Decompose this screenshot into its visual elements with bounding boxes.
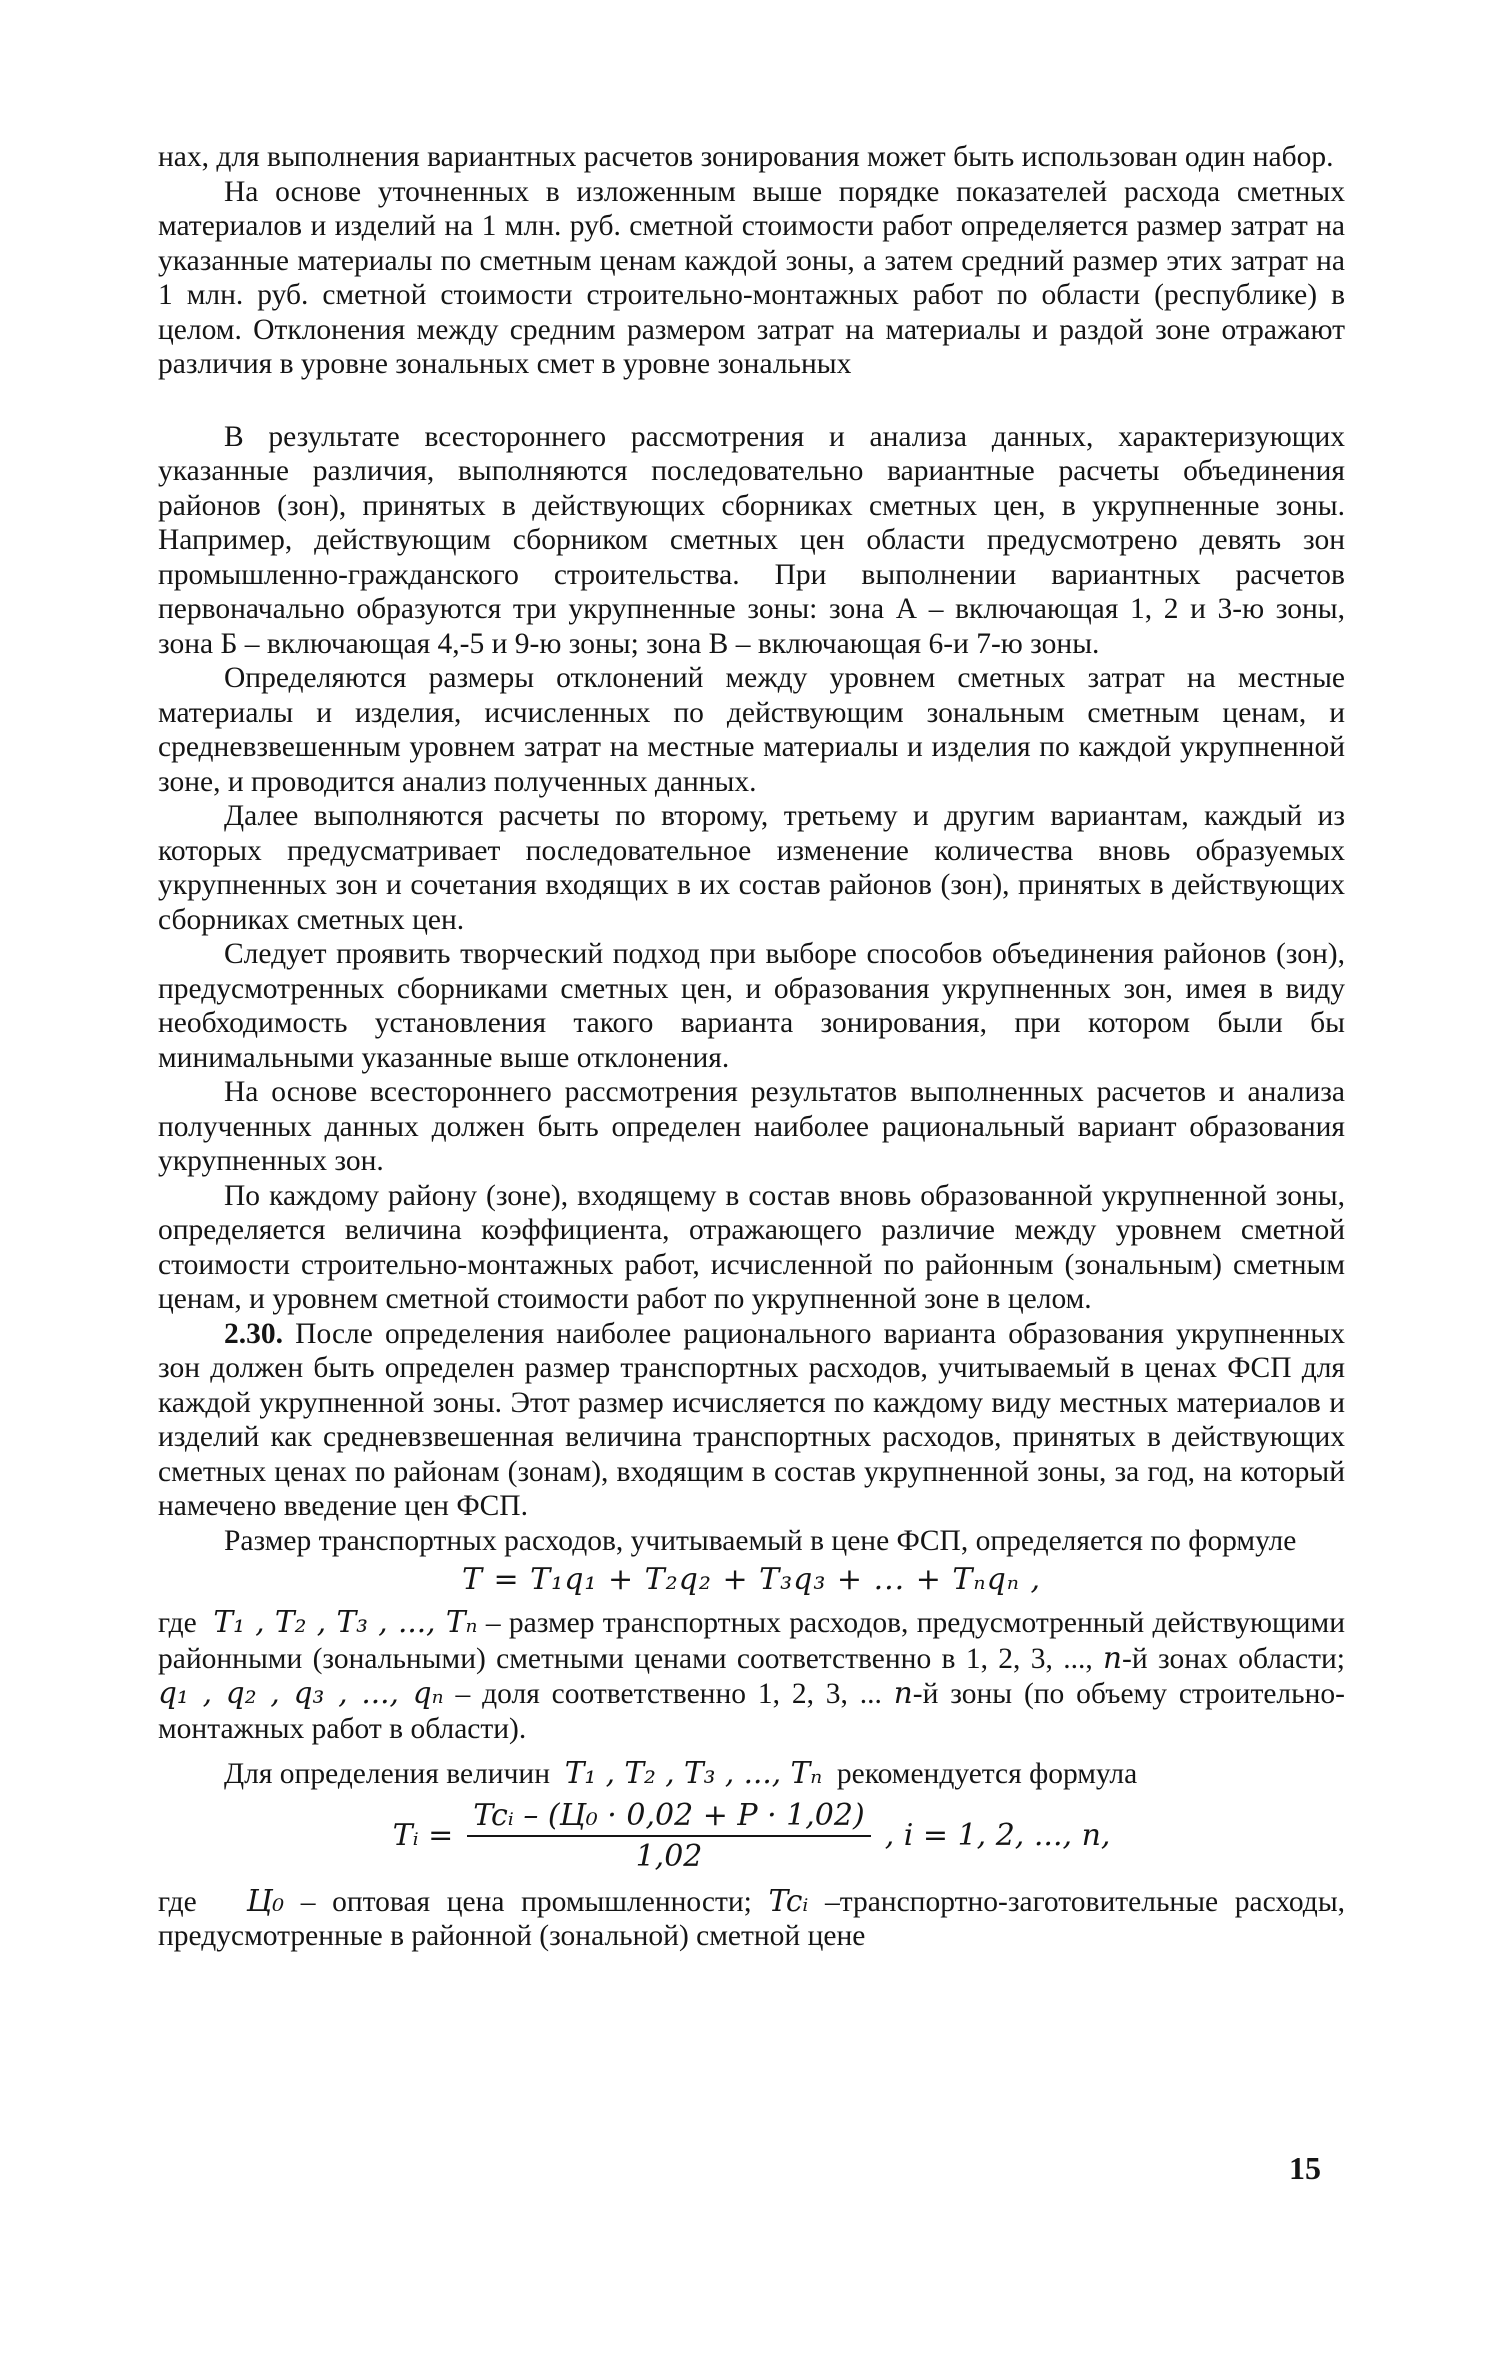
where1-text4: -й зоны (по объему строительно-монтажных работ в области). — [158, 1678, 1345, 1745]
where1-text2: -й зонах области; — [1122, 1642, 1346, 1675]
symbols-q: q₁ , q₂ , q₃ , ..., qₙ — [158, 1676, 444, 1710]
symbols-t: T₁ , T₂ , T₃ , ..., Tₙ — [213, 1605, 478, 1639]
formula-ti-denominator: 1,02 — [635, 1838, 703, 1874]
formula-ti — [158, 1798, 1345, 1874]
formula2-symbols: T₁ , T₂ , T₃ , ..., Tₙ — [564, 1756, 823, 1790]
paragraph-5: Следует проявить творческий подход при выборе способов объединения районов (зон), предусмотренных сборниками сметных цен, и образования укрупненных зон, имея в виду необходимость установления такого варианта зонирования, при котором были бы минимальными указанные выше отклонения. — [158, 938, 1345, 1074]
formula-ti-numerator: Tcᵢ – (Ц₀ · 0,02 + P · 1,02) — [467, 1798, 870, 1837]
symbol-n: n — [1103, 1640, 1123, 1675]
formula-intro: Размер транспортных расходов, учитываемый в цене ФСП, определяется по формуле — [224, 1524, 1297, 1557]
paragraph-2: В результате всестороннего рассмотрения и анализа данных, характеризующих указанные различия, выполняются последовательно вариантные расчеты объединения районов (зон), принятых в действующих сборниках сметных цен, в укрупненные зоны. Например, действующим сборником сметных цен области предусмотрено девять зон промышленно-гражданского строительства. При выполнении вариантных расчетов первоначально образуются три укрупненные зоны: зона А – включающая 1, 2 и 3-ю зоны, зона Б – включающая 4,-5 и 9-ю зоны; зона В – включающая 6-и 7-ю зоны. — [158, 420, 1345, 660]
formula-ti-lhs: Tᵢ = — [392, 1818, 454, 1853]
where2-text2: –транспортно-заготовительные расходы, предусмотренные в районной (зональной) сметной цене — [158, 1885, 1346, 1952]
symbol-tci: Tcᵢ — [768, 1883, 809, 1918]
formula2-explanation — [158, 1884, 1345, 1954]
symbol-c0: Ц₀ — [246, 1883, 285, 1918]
formula1-explanation — [158, 1605, 1345, 1746]
paragraph-4: Далее выполняются расчеты по второму, третьему и другим вариантам, каждый из которых предусматривает последовательное изменение количества вновь образуемых укрупненных зон и сочетания входящих в их состав районов (зон), принятых в действующих сборниках сметных цен. — [158, 800, 1345, 936]
where2-text1: – оптовая цена промышленности; — [284, 1885, 769, 1918]
formula2-intro — [158, 1756, 1345, 1792]
section-2-30 — [158, 1317, 1345, 1524]
formula2-intro-tail: рекомендуется формула — [836, 1758, 1138, 1790]
paragraph-7: По каждому району (зоне), входящему в состав вновь образованной укрупненной зоны, определяется величина коэффициента, отражающего различие между уровнем сметной стоимости строительно-монтажных работ, исчисленной по районным (зональным) сметным ценам, и уровнем сметной стоимости работ по укрупненной зоне в целом. — [158, 1179, 1345, 1315]
symbol-n-2: n — [893, 1676, 913, 1710]
paragraph-6: На основе всестороннего рассмотрения результатов выполненных расчетов и анализа полученных данных должен быть определен наиболее рациональный вариант образования укрупненных зон. — [158, 1076, 1345, 1177]
section-text: После определения наиболее рационального варианта образования укрупненных зон должен быть определен размер транспортных расходов, учитываемый в ценах ФСП для каждой укрупненной зоны. Этот размер исчисляется по каждому виду местных материалов и изделий как средневзвешенная величина транспортных расходов, принятых в действующих сметных ценах по районам (зонам), входящим в состав укрупненной зоны, за год, на который намечено введение цен ФСП. — [158, 1317, 1346, 1522]
page-body — [158, 140, 1345, 1954]
where1-text1: – размер транспортных расходов, предусмотренный действующими районными (зональными) сметными ценами соответственно в 1, 2, 3, ..., — [158, 1607, 1345, 1675]
where1-text3: – доля соответственно 1, 2, 3, ... — [443, 1678, 894, 1710]
page-number: 15 — [1289, 2150, 1321, 2186]
where-lead: где — [158, 1607, 197, 1639]
formula-transport-total: T = T₁q₁ + T₂q₂ + T₃q₃ + ... + Tₙqₙ , — [461, 1562, 1042, 1597]
paragraph-0: нах, для выполнения вариантных расчетов зонирования может быть использован один набор. — [158, 141, 1334, 173]
formula-ti-rhs: , i = 1, 2, ..., n, — [884, 1818, 1111, 1853]
formula-ti-fraction — [467, 1798, 870, 1874]
section-number: 2.30. — [224, 1317, 283, 1350]
formula2-intro-lead: Для определения величин — [224, 1758, 550, 1790]
where2-lead: где — [158, 1885, 197, 1918]
paragraph-3: Определяются размеры отклонений между уровнем сметных затрат на местные материалы и изделия, исчисленных по действующим зональным сметным ценам, и средневзвешенным уровнем затрат на местные материалы и изделия по каждой укрупненной зоне, и проводится анализ полученных данных. — [158, 662, 1345, 798]
paragraph-1: На основе уточненных в изложенным выше порядке показателей расхода сметных материалов и изделий на 1 млн. руб. сметной стоимости работ определяется размер затрат на указанные материалы по сметным ценам каждой зоны, а затем средний размер этих затрат на 1 млн. руб. сметной стоимости строительно-монтажных работ по области (республике) в целом. Отклонения между средним размером затрат на материалы и раздой зоне отражают различия в уровне зональных смет в уровне зональных — [158, 175, 1345, 380]
